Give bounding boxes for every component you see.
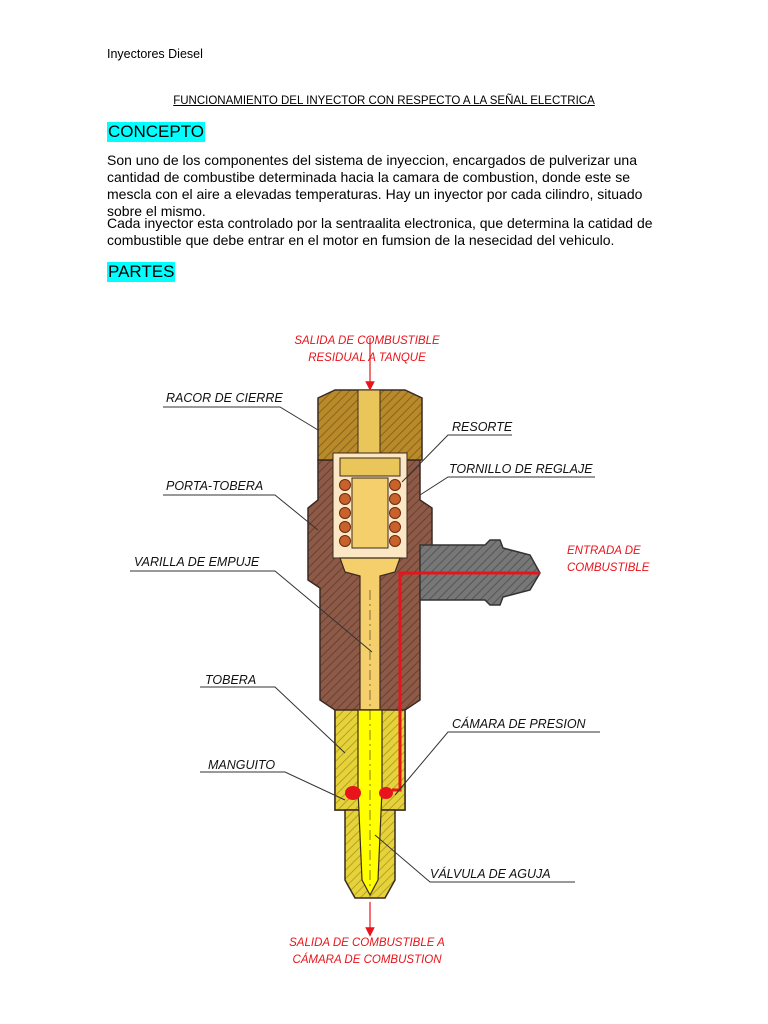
label-salida-residual-1: SALIDA DE COMBUSTIBLE (294, 335, 440, 347)
paragraph-concepto-2: Cada inyector esta controlado por la sentraalita electronica, que determina la catidad de combustible que debe entrar en el motor en fumsion de la nesecidad del vehiculo. (107, 215, 653, 248)
label-varilla-de-empuje: VARILLA DE EMPUJE (134, 555, 260, 569)
label-salida-camara-2: CÁMARA DE COMBUSTION (292, 954, 442, 966)
injector-diagram (0, 290, 768, 990)
label-salida-residual-2: RESIDUAL A TANQUE (308, 352, 426, 364)
spring-coils (340, 478, 401, 548)
document-title: FUNCIONAMIENTO DEL INYECTOR CON RESPECTO A LA SEÑAL ELECTRICA (173, 95, 595, 107)
label-porta-tobera: PORTA-TOBERA (166, 479, 264, 493)
label-resorte: RESORTE (452, 420, 513, 434)
label-tobera: TOBERA (205, 673, 257, 687)
section-heading-partes: PARTES (108, 262, 175, 281)
label-manguito: MANGUITO (208, 758, 276, 772)
label-entrada-2: COMBUSTIBLE (567, 562, 650, 574)
label-camara-de-presion: CÁMARA DE PRESION (452, 717, 586, 731)
label-salida-camara-1: SALIDA DE COMBUSTIBLE A (289, 937, 445, 949)
paragraph-concepto-1: Son uno de los componentes del sistema de inyeccion, encargados de pulverizar una cantidad de combustibe determinada hacia la camara de combustion, donde este se mescla con el aire a elevadas temperaturas. Hay un inyector por cada cilindro, situado sobre el mismo. (107, 152, 643, 219)
document-header: Inyectores Diesel (107, 47, 203, 61)
label-racor-de-cierre: RACOR DE CIERRE (166, 391, 283, 405)
label-tornillo-de-reglaje: TORNILLO DE REGLAJE (449, 462, 593, 476)
section-heading-concepto: CONCEPTO (108, 122, 205, 141)
racor-de-cierre (318, 390, 422, 460)
label-entrada-1: ENTRADA DE (567, 545, 641, 557)
label-valvula-de-aguja: VÁLVULA DE AGUJA (430, 867, 551, 881)
